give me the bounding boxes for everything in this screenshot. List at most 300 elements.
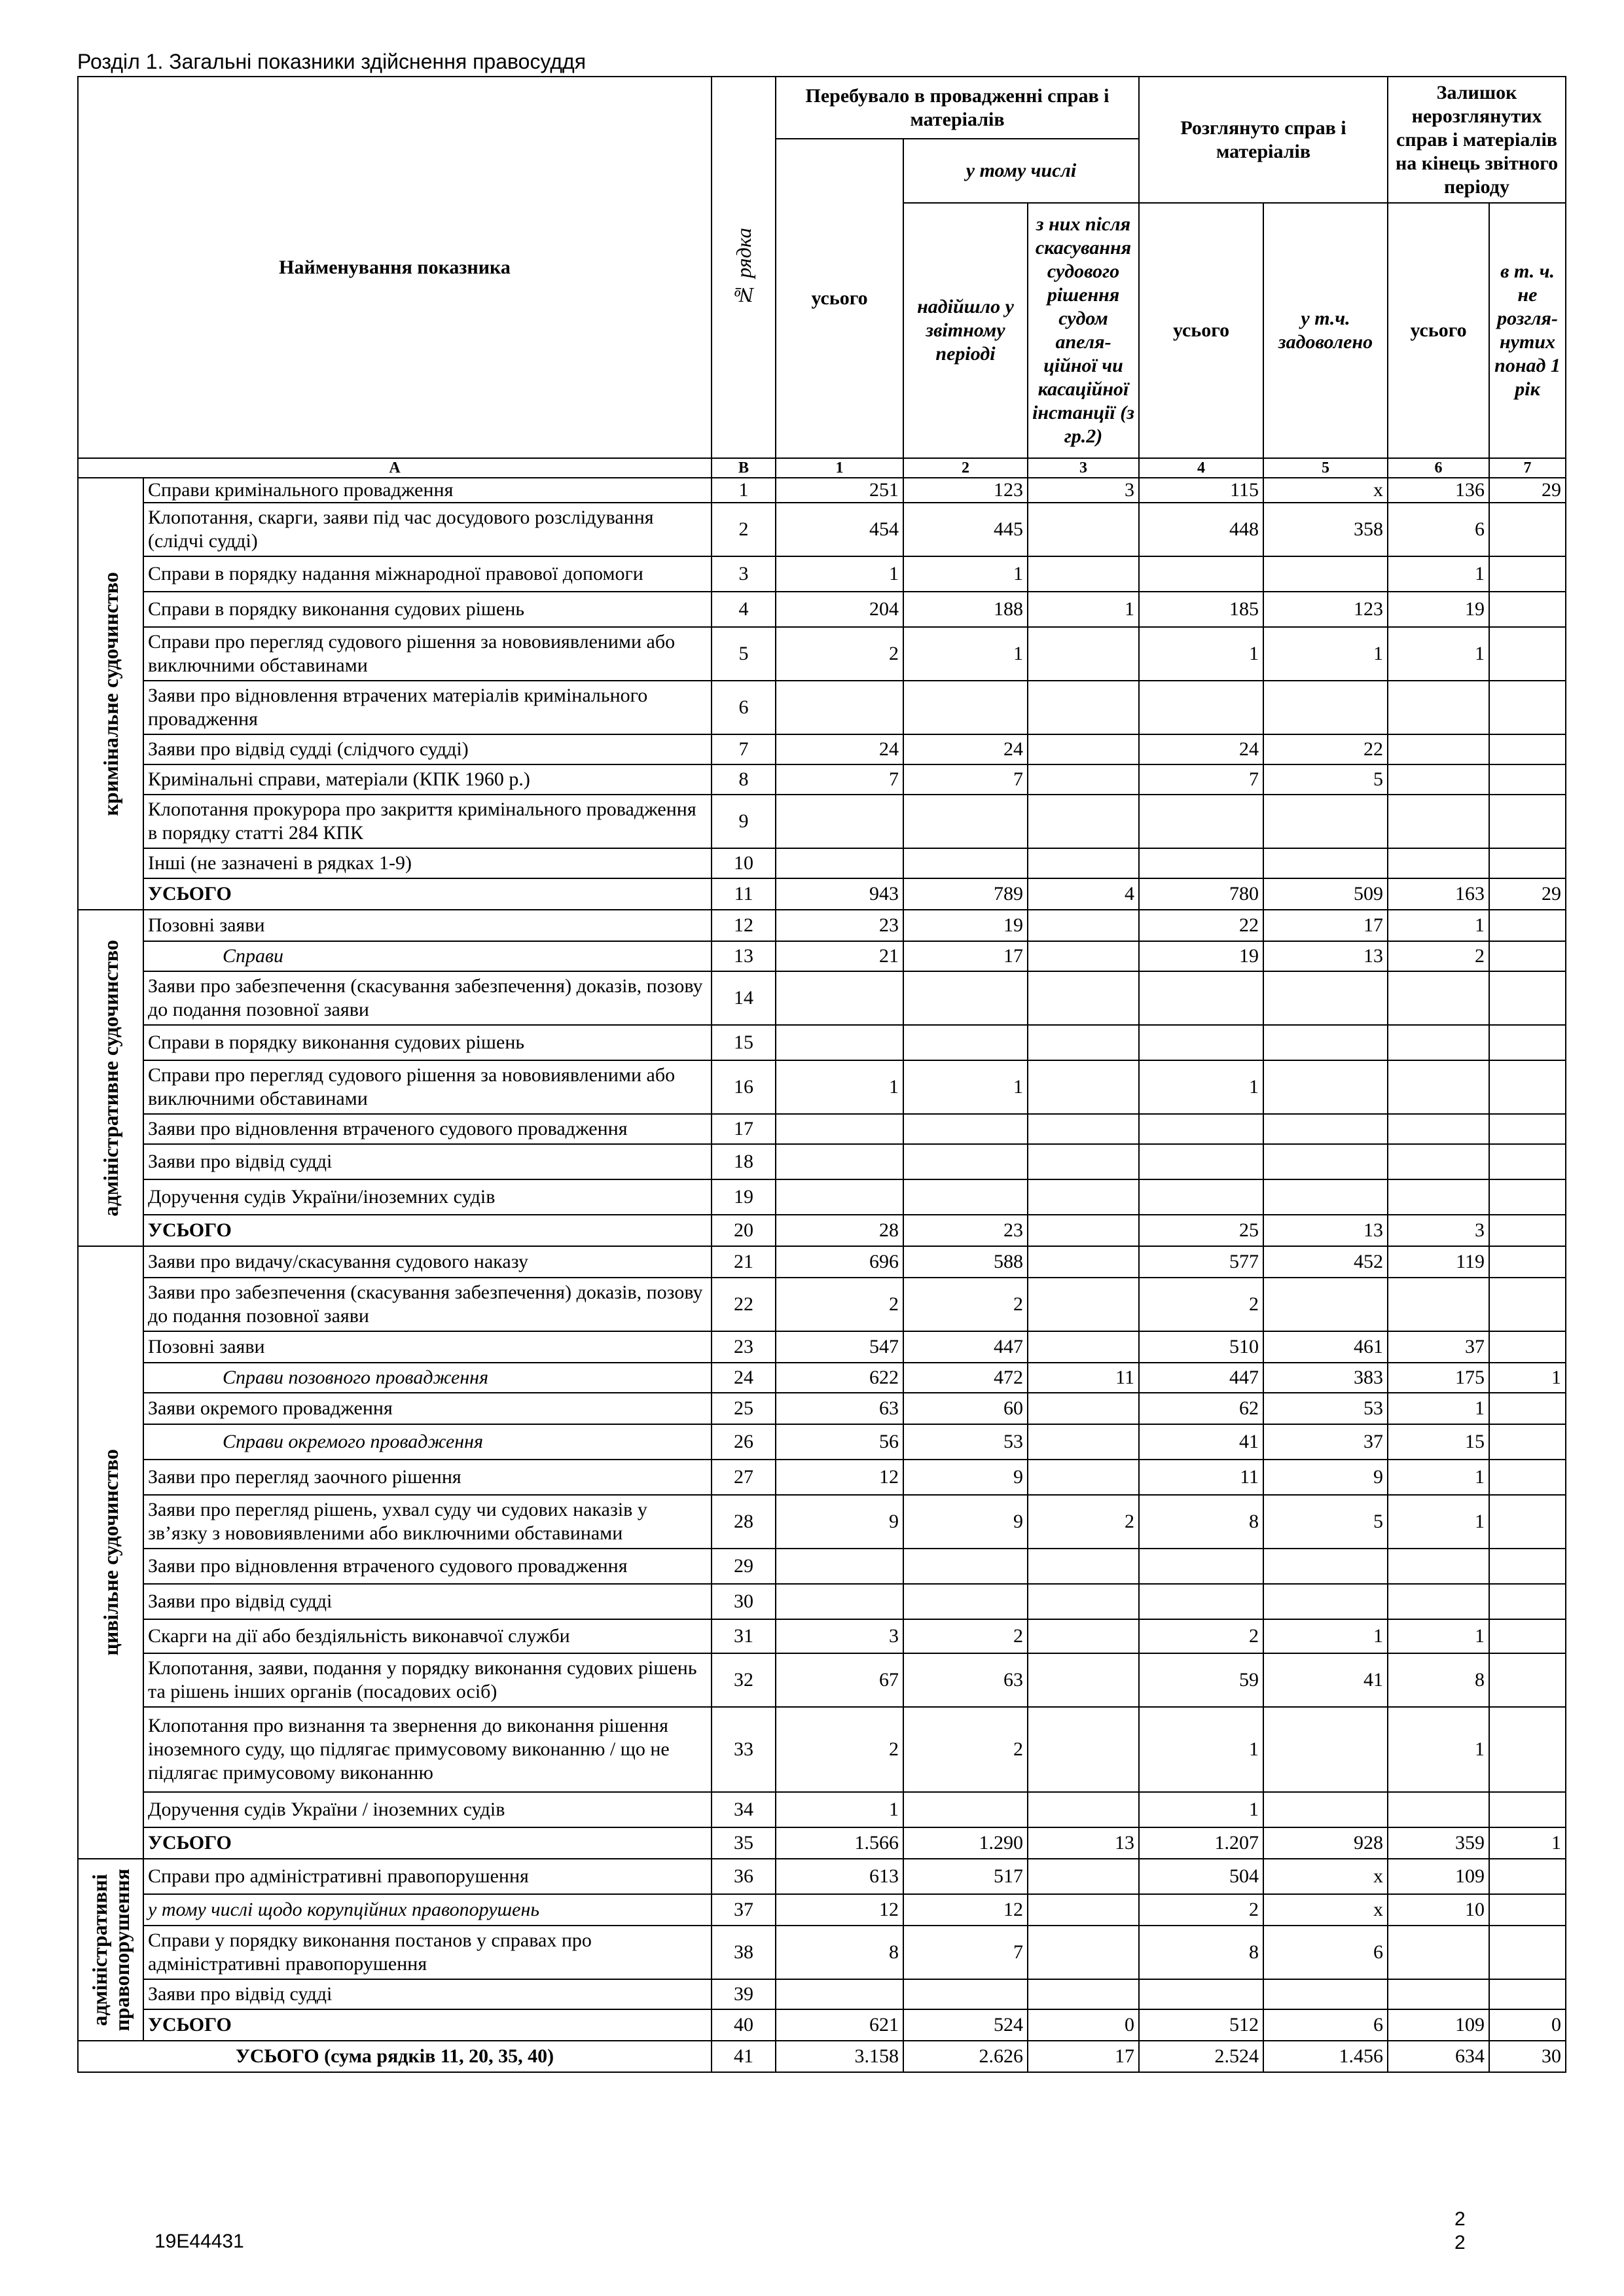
cell-c6: 3	[1388, 1215, 1489, 1246]
cell-c5: 41	[1263, 1653, 1388, 1707]
cell-c6	[1388, 795, 1489, 848]
cell-c3	[1028, 1859, 1139, 1894]
cell-c4: 447	[1139, 1363, 1263, 1393]
cell-c1: 1	[776, 556, 903, 592]
cell-c6	[1388, 1584, 1489, 1619]
cell-c7	[1489, 1393, 1566, 1424]
table-row	[78, 1792, 1566, 1827]
cell-c1: 8	[776, 1926, 903, 1979]
cell-c1: 9	[776, 1495, 903, 1549]
cell-c6: 109	[1388, 1859, 1489, 1894]
cell-c5: 13	[1263, 1215, 1388, 1246]
table-row	[78, 681, 1566, 734]
cell-c7	[1489, 1859, 1566, 1894]
cell-c4: 62	[1139, 1393, 1263, 1424]
cell-c5: 1.456	[1263, 2041, 1388, 2072]
table-row	[78, 971, 1566, 1025]
table-row	[78, 848, 1566, 878]
cell-c6: 10	[1388, 1894, 1489, 1926]
cell-c7	[1489, 1707, 1566, 1792]
row-number: 8	[712, 764, 776, 795]
cell-c5: 13	[1263, 941, 1388, 971]
cell-c4: 59	[1139, 1653, 1263, 1707]
cell-c7	[1489, 1584, 1566, 1619]
row-number: 21	[712, 1246, 776, 1278]
row-name: Заяви про видачу/скасування судового наказу	[143, 1246, 712, 1278]
cell-c5	[1263, 1114, 1388, 1144]
cell-c6	[1388, 764, 1489, 795]
cell-c5: 17	[1263, 910, 1388, 941]
letter-7: 7	[1489, 458, 1566, 478]
cell-c6	[1388, 1979, 1489, 2009]
cell-c2: 524	[903, 2009, 1028, 2041]
cell-c4: 448	[1139, 503, 1263, 556]
cell-c6: 1	[1388, 627, 1489, 681]
cell-c7: 1	[1489, 1363, 1566, 1393]
cell-c3: 11	[1028, 1363, 1139, 1393]
cell-c6: 163	[1388, 878, 1489, 910]
table-row	[78, 1025, 1566, 1060]
cell-c2: 53	[903, 1424, 1028, 1460]
row-number: 33	[712, 1707, 776, 1792]
row-name: Справи	[143, 941, 712, 971]
col-header-satisfied: у т.ч. задоволено	[1263, 203, 1388, 458]
row-name: Клопотання, заяви, подання у порядку виконання судових рішень та рішень інших органів (посадових осіб)	[143, 1653, 712, 1707]
cell-c3	[1028, 1979, 1139, 2009]
cell-c6: 37	[1388, 1331, 1489, 1363]
cell-c2: 188	[903, 592, 1028, 627]
row-number: 18	[712, 1144, 776, 1179]
col-header-pending: Перебувало в провадженні справ і матеріалів	[776, 77, 1139, 139]
row-name: Заяви про відвід судді	[143, 1979, 712, 2009]
cell-c1	[776, 971, 903, 1025]
table-row	[78, 910, 1566, 941]
cell-c1	[776, 1549, 903, 1584]
cell-c6: 15	[1388, 1424, 1489, 1460]
row-name: Позовні заяви	[143, 1331, 712, 1363]
cell-c4: 19	[1139, 941, 1263, 971]
cell-c2: 17	[903, 941, 1028, 971]
table-row	[78, 1859, 1566, 1894]
cell-c5	[1263, 1979, 1388, 2009]
cell-c5	[1263, 1792, 1388, 1827]
cell-c7	[1489, 1179, 1566, 1215]
cell-c1: 3	[776, 1619, 903, 1653]
cell-c2: 588	[903, 1246, 1028, 1278]
page-number-bottom: 2	[1454, 2232, 1466, 2253]
cell-c3	[1028, 1278, 1139, 1331]
cell-c1: 1	[776, 1060, 903, 1114]
cell-c3	[1028, 1619, 1139, 1653]
cell-c2: 19	[903, 910, 1028, 941]
table-row	[78, 592, 1566, 627]
cell-c1	[776, 1979, 903, 2009]
table-row	[78, 478, 1566, 503]
cell-c7	[1489, 848, 1566, 878]
cell-c2: 123	[903, 478, 1028, 503]
cell-c1: 204	[776, 592, 903, 627]
cell-c3	[1028, 1025, 1139, 1060]
cell-c5	[1263, 1584, 1388, 1619]
cell-c2	[903, 1144, 1028, 1179]
cell-c4	[1139, 1584, 1263, 1619]
row-number: 29	[712, 1549, 776, 1584]
cell-c2	[903, 848, 1028, 878]
table-row	[78, 556, 1566, 592]
cell-c5: 1	[1263, 627, 1388, 681]
row-name: УСЬОГО	[143, 2009, 712, 2041]
cell-c2: 7	[903, 764, 1028, 795]
table-row	[78, 2009, 1566, 2041]
row-name: Справи в порядку виконання судових рішень	[143, 1025, 712, 1060]
cell-c6	[1388, 1060, 1489, 1114]
table-row	[78, 1363, 1566, 1393]
cell-c3	[1028, 848, 1139, 878]
cell-c2: 445	[903, 503, 1028, 556]
cell-c3: 0	[1028, 2009, 1139, 2041]
row-number: 10	[712, 848, 776, 878]
cell-c2: 517	[903, 1859, 1028, 1894]
cell-c7	[1489, 971, 1566, 1025]
cell-c6	[1388, 1792, 1489, 1827]
cell-c7	[1489, 681, 1566, 734]
cell-c3: 13	[1028, 1827, 1139, 1859]
cell-c5: 461	[1263, 1331, 1388, 1363]
cell-c2: 1.290	[903, 1827, 1028, 1859]
row-number: 26	[712, 1424, 776, 1460]
cell-c2: 9	[903, 1460, 1028, 1495]
row-number: 2	[712, 503, 776, 556]
cell-c4: 11	[1139, 1460, 1263, 1495]
letter-b: В	[712, 458, 776, 478]
cell-c6	[1388, 1025, 1489, 1060]
cell-c4: 780	[1139, 878, 1263, 910]
row-name: Справи в порядку виконання судових рішень	[143, 592, 712, 627]
cell-c7	[1489, 1979, 1566, 2009]
cell-c3	[1028, 971, 1139, 1025]
cell-c7	[1489, 941, 1566, 971]
cell-c6	[1388, 681, 1489, 734]
cell-c4: 510	[1139, 1331, 1263, 1363]
cell-c2	[903, 1549, 1028, 1584]
cell-c6	[1388, 734, 1489, 764]
cell-c7: 30	[1489, 2041, 1566, 2072]
cell-c6: 1	[1388, 910, 1489, 941]
col-header-received: надійшло у звітному періоді	[903, 203, 1028, 458]
cell-c5	[1263, 1060, 1388, 1114]
page-number-top: 2	[1454, 2208, 1466, 2230]
col-header-of-them: у тому числі	[903, 139, 1139, 203]
cell-c5	[1263, 1179, 1388, 1215]
table-row	[78, 1495, 1566, 1549]
cell-c6	[1388, 1179, 1489, 1215]
cell-c6: 1	[1388, 1393, 1489, 1424]
table-row	[78, 764, 1566, 795]
row-number: 35	[712, 1827, 776, 1859]
cell-c3	[1028, 1144, 1139, 1179]
row-number: 16	[712, 1060, 776, 1114]
group-label-criminal: кримінальне судочинство	[78, 478, 143, 910]
row-name: Позовні заяви	[143, 910, 712, 941]
row-name: Справи про перегляд судового рішення за нововиявленими або виключними обставинами	[143, 627, 712, 681]
cell-c1	[776, 1584, 903, 1619]
cell-c4: 1.207	[1139, 1827, 1263, 1859]
cell-c4	[1139, 971, 1263, 1025]
row-number: 34	[712, 1792, 776, 1827]
col-header-pending-total: усього	[776, 139, 903, 458]
row-number: 24	[712, 1363, 776, 1393]
row-name: Заяви про відвід судді (слідчого судді)	[143, 734, 712, 764]
cell-c2	[903, 1025, 1028, 1060]
row-number: 40	[712, 2009, 776, 2041]
table-row	[78, 878, 1566, 910]
row-number: 39	[712, 1979, 776, 2009]
cell-c4	[1139, 848, 1263, 878]
cell-c7	[1489, 1619, 1566, 1653]
cell-c2: 12	[903, 1894, 1028, 1926]
table-row	[78, 1827, 1566, 1859]
row-name: Клопотання прокурора про закриття кримінального провадження в порядку статті 284 КПК	[143, 795, 712, 848]
cell-c4	[1139, 1549, 1263, 1584]
cell-c6: 1	[1388, 556, 1489, 592]
cell-c1	[776, 681, 903, 734]
cell-c2: 2	[903, 1707, 1028, 1792]
cell-c3	[1028, 1792, 1139, 1827]
row-name: Справи окремого провадження	[143, 1424, 712, 1460]
cell-c2: 2	[903, 1278, 1028, 1331]
cell-c2: 2	[903, 1619, 1028, 1653]
cell-c7	[1489, 1926, 1566, 1979]
cell-c5: 22	[1263, 734, 1388, 764]
cell-c3	[1028, 1060, 1139, 1114]
cell-c1: 12	[776, 1460, 903, 1495]
report-table	[77, 76, 1566, 2073]
table-row	[78, 1331, 1566, 1363]
cell-c3: 17	[1028, 2041, 1139, 2072]
row-number: 1	[712, 478, 776, 503]
cell-c2: 63	[903, 1653, 1028, 1707]
cell-c7	[1489, 1331, 1566, 1363]
cell-c7	[1489, 795, 1566, 848]
cell-c3: 2	[1028, 1495, 1139, 1549]
cell-c6	[1388, 848, 1489, 878]
cell-c3	[1028, 1215, 1139, 1246]
row-number: 31	[712, 1619, 776, 1653]
row-number: 11	[712, 878, 776, 910]
cell-c5: 37	[1263, 1424, 1388, 1460]
cell-c1: 621	[776, 2009, 903, 2041]
row-number: 32	[712, 1653, 776, 1707]
cell-c5	[1263, 1549, 1388, 1584]
row-number: 13	[712, 941, 776, 971]
cell-c3	[1028, 1246, 1139, 1278]
row-number: 9	[712, 795, 776, 848]
cell-c1	[776, 795, 903, 848]
cell-c2: 789	[903, 878, 1028, 910]
cell-c4	[1139, 1144, 1263, 1179]
cell-c1: 696	[776, 1246, 903, 1278]
cell-c7	[1489, 556, 1566, 592]
cell-c7	[1489, 1460, 1566, 1495]
row-name: Клопотання про визнання та звернення до виконання рішення іноземного суду, що підлягає примусовому виконанню / що не підлягає примусовому виконанню	[143, 1707, 712, 1792]
row-number: 30	[712, 1584, 776, 1619]
row-name: Кримінальні справи, матеріали (КПК 1960 р.)	[143, 764, 712, 795]
row-number: 19	[712, 1179, 776, 1215]
cell-c5: 5	[1263, 764, 1388, 795]
col-header-considered: Розглянуто справ і матеріалів	[1139, 77, 1388, 203]
cell-c4: 25	[1139, 1215, 1263, 1246]
cell-c3	[1028, 910, 1139, 941]
cell-c6	[1388, 971, 1489, 1025]
letter-4: 4	[1139, 458, 1263, 478]
cell-c5: 509	[1263, 878, 1388, 910]
cell-c2: 1	[903, 556, 1028, 592]
row-number: 22	[712, 1278, 776, 1331]
cell-c1: 943	[776, 878, 903, 910]
cell-c3	[1028, 1549, 1139, 1584]
cell-c3	[1028, 1460, 1139, 1495]
row-number: 41	[712, 2041, 776, 2072]
row-name: Заяви про перегляд рішень, ухвал суду чи судових наказів у зв’язку з нововиявленими або виключними обставинами	[143, 1495, 712, 1549]
cell-c7: 0	[1489, 2009, 1566, 2041]
cell-c3	[1028, 503, 1139, 556]
row-number: 14	[712, 971, 776, 1025]
cell-c1: 63	[776, 1393, 903, 1424]
table-row	[78, 1707, 1566, 1792]
col-header-considered-total: усього	[1139, 203, 1263, 458]
cell-c5	[1263, 556, 1388, 592]
cell-c3: 3	[1028, 478, 1139, 503]
cell-c3	[1028, 1393, 1139, 1424]
cell-c4	[1139, 795, 1263, 848]
cell-c2: 1	[903, 627, 1028, 681]
cell-c4: 1	[1139, 1060, 1263, 1114]
group-label-offenses: адміністративні правопорушення	[78, 1859, 143, 2041]
cell-c3	[1028, 1179, 1139, 1215]
cell-c1: 251	[776, 478, 903, 503]
cell-c2: 1	[903, 1060, 1028, 1114]
cell-c1: 613	[776, 1859, 903, 1894]
row-number: 37	[712, 1894, 776, 1926]
cell-c2: 472	[903, 1363, 1028, 1393]
table-row	[78, 503, 1566, 556]
cell-c4	[1139, 681, 1263, 734]
table-row	[78, 627, 1566, 681]
cell-c1: 2	[776, 627, 903, 681]
table-row	[78, 1179, 1566, 1215]
cell-c3	[1028, 764, 1139, 795]
cell-c4: 2	[1139, 1278, 1263, 1331]
report-body	[78, 478, 1566, 2072]
col-header-remaining-total: усього	[1388, 203, 1489, 458]
cell-c4: 8	[1139, 1495, 1263, 1549]
cell-c3: 1	[1028, 592, 1139, 627]
table-row	[78, 1460, 1566, 1495]
cell-c7	[1489, 1114, 1566, 1144]
row-number: 23	[712, 1331, 776, 1363]
cell-c6: 175	[1388, 1363, 1489, 1393]
cell-c2: 2.626	[903, 2041, 1028, 2072]
row-name: Заяви про відновлення втраченого судового провадження	[143, 1114, 712, 1144]
cell-c5: 383	[1263, 1363, 1388, 1393]
cell-c6: 1	[1388, 1460, 1489, 1495]
row-name: Справи у порядку виконання постанов у справах про адміністративні правопорушення	[143, 1926, 712, 1979]
row-name: Заяви про перегляд заочного рішення	[143, 1460, 712, 1495]
cell-c1: 2	[776, 1278, 903, 1331]
cell-c5: 6	[1263, 2009, 1388, 2041]
cell-c5	[1263, 1278, 1388, 1331]
col-header-rownum: № рядка	[712, 77, 776, 458]
cell-c1: 24	[776, 734, 903, 764]
cell-c2	[903, 795, 1028, 848]
cell-c1: 1	[776, 1792, 903, 1827]
cell-c4: 185	[1139, 592, 1263, 627]
cell-c4	[1139, 1114, 1263, 1144]
table-row	[78, 1144, 1566, 1179]
row-name: Доручення судів України / іноземних судів	[143, 1792, 712, 1827]
cell-c2: 60	[903, 1393, 1028, 1424]
cell-c4: 115	[1139, 478, 1263, 503]
cell-c1	[776, 848, 903, 878]
cell-c1: 547	[776, 1331, 903, 1363]
cell-c2	[903, 1584, 1028, 1619]
row-number: 12	[712, 910, 776, 941]
cell-c4: 8	[1139, 1926, 1263, 1979]
cell-c6: 1	[1388, 1495, 1489, 1549]
cell-c5	[1263, 848, 1388, 878]
cell-c1: 12	[776, 1894, 903, 1926]
cell-c7: 1	[1489, 1827, 1566, 1859]
cell-c5: х	[1263, 1859, 1388, 1894]
cell-c3	[1028, 734, 1139, 764]
cell-c3	[1028, 1424, 1139, 1460]
cell-c6: 1	[1388, 1619, 1489, 1653]
row-name: Заяви про відновлення втраченого судового провадження	[143, 1549, 712, 1584]
cell-c6: 359	[1388, 1827, 1489, 1859]
cell-c5: 358	[1263, 503, 1388, 556]
cell-c2	[903, 971, 1028, 1025]
letter-6: 6	[1388, 458, 1489, 478]
letter-2: 2	[903, 458, 1028, 478]
cell-c2	[903, 1179, 1028, 1215]
cell-c6: 8	[1388, 1653, 1489, 1707]
row-number: 7	[712, 734, 776, 764]
table-row	[78, 1424, 1566, 1460]
row-name: Клопотання, скарги, заяви під час досудового розслідування (слідчі судді)	[143, 503, 712, 556]
cell-c5	[1263, 1707, 1388, 1792]
table-row	[78, 1894, 1566, 1926]
cell-c1	[776, 1179, 903, 1215]
cell-c4: 1	[1139, 1707, 1263, 1792]
row-name: Справи в порядку надання міжнародної правової допомоги	[143, 556, 712, 592]
cell-c5: 1	[1263, 1619, 1388, 1653]
cell-c4	[1139, 1979, 1263, 2009]
table-row	[78, 1114, 1566, 1144]
cell-c6: 19	[1388, 592, 1489, 627]
cell-c4: 22	[1139, 910, 1263, 941]
cell-c5	[1263, 1144, 1388, 1179]
cell-c7	[1489, 592, 1566, 627]
row-name: УСЬОГО	[143, 878, 712, 910]
cell-c4: 1	[1139, 627, 1263, 681]
cell-c7	[1489, 627, 1566, 681]
cell-c3	[1028, 795, 1139, 848]
cell-c3	[1028, 627, 1139, 681]
cell-c6	[1388, 1278, 1489, 1331]
cell-c2: 24	[903, 734, 1028, 764]
cell-c2	[903, 1114, 1028, 1144]
cell-c3	[1028, 1331, 1139, 1363]
